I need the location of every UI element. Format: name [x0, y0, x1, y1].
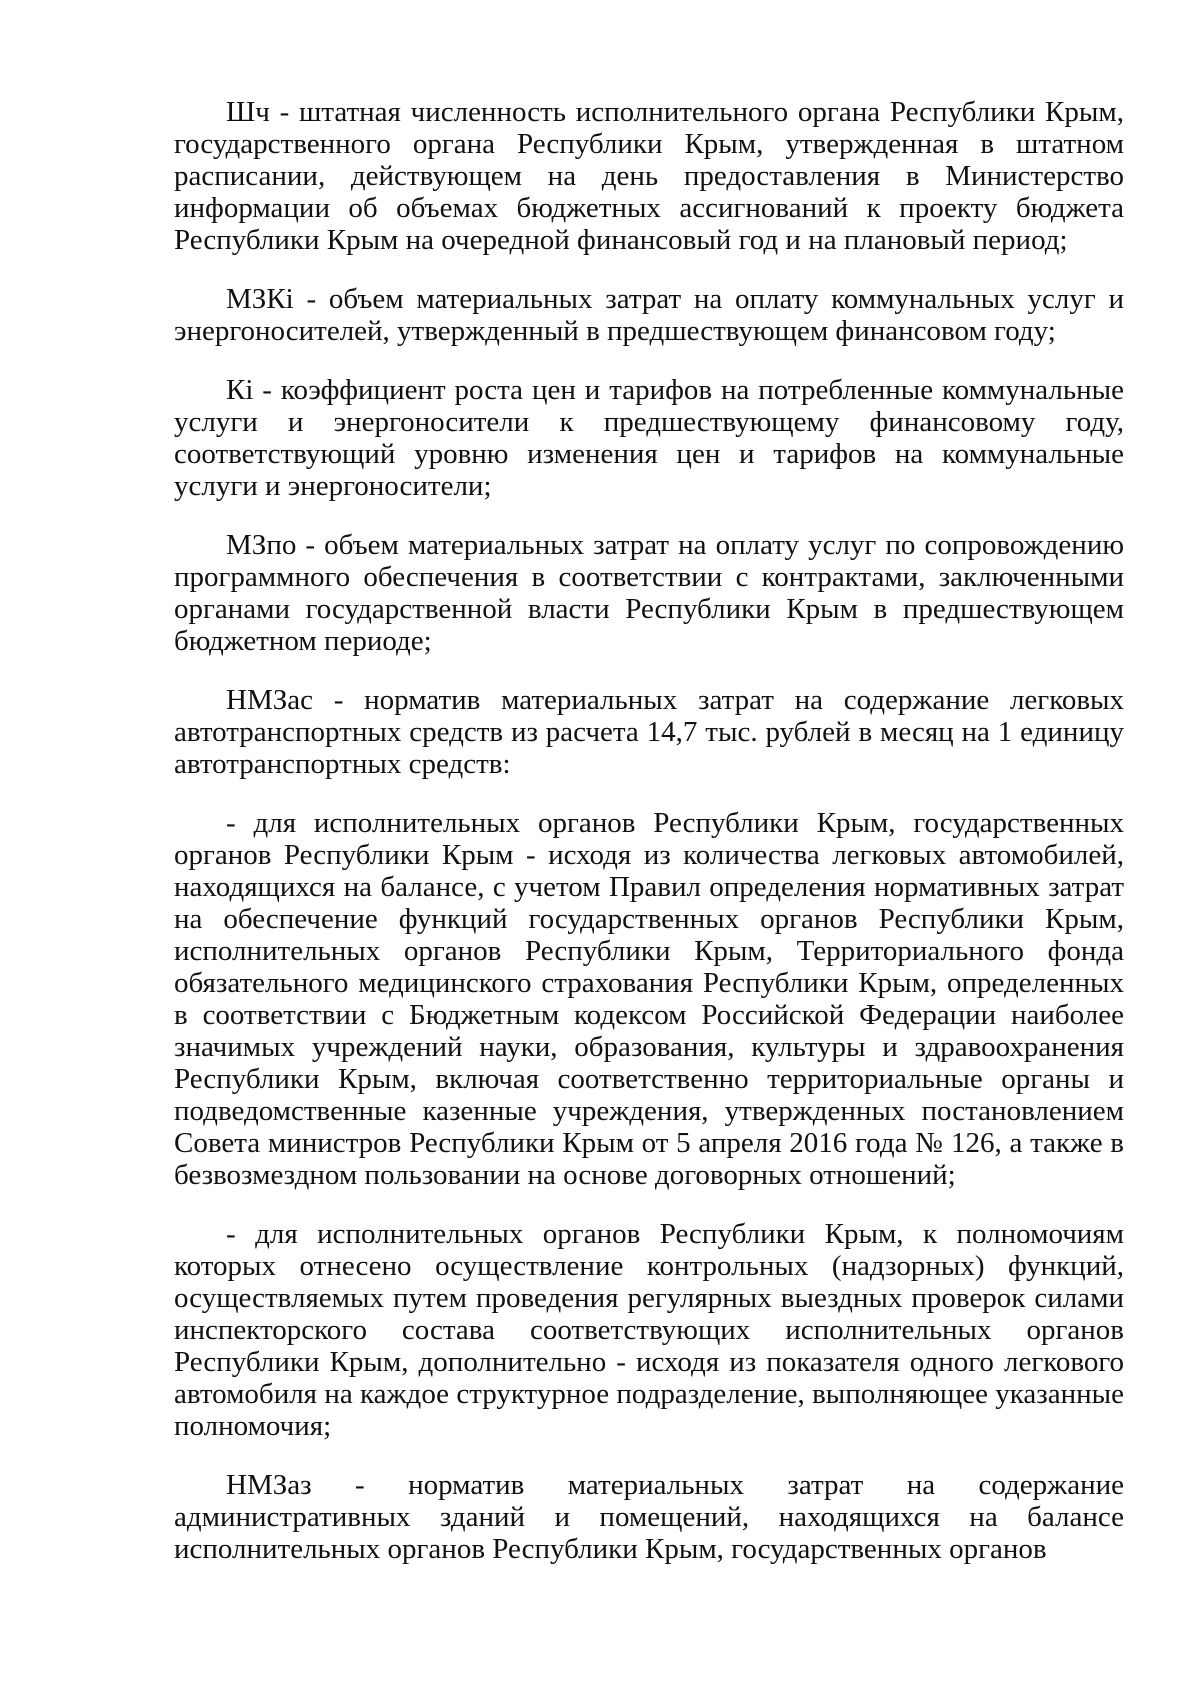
document-body: [174, 96, 1124, 1592]
paragraph-nmzaz-definition: НМЗаз - норматив материальных затрат на содержание административных зданий и помещений, находящихся на балансе исполнительных органов Республики Крым, государственных органов: [174, 1469, 1124, 1565]
paragraph-shch-definition: Шч - штатная численность исполнительного органа Республики Крым, государственного органа Республики Крым, утвержденная в штатном расписании, действующем на день предоставления в Министерство информации об объемах бюджетных ассигнований к проекту бюджета Республики Крым на очередной финансовый год и на плановый период;: [174, 96, 1124, 256]
paragraph-ki-definition: Кi - коэффициент роста цен и тарифов на потребленные коммунальные услуги и энергоносители к предшествующему финансовому году, соответствующий уровню изменения цен и тарифов на коммунальные услуги и энергоносители;: [174, 374, 1124, 502]
paragraph-nmzas-item-2: - для исполнительных органов Республики Крым, к полномочиям которых отнесено осуществление контрольных (надзорных) функций, осуществляемых путем проведения регулярных выездных проверок силами инспекторского состава соответствующих исполнительных органов Республики Крым, дополнительно - исходя из показателя одного легкового автомобиля на каждое структурное подразделение, выполняющее указанные полномочия;: [174, 1218, 1124, 1442]
paragraph-mzpo-definition: МЗпо - объем материальных затрат на оплату услуг по сопровождению программного обеспечения в соответствии с контрактами, заключенными органами государственной власти Республики Крым в предшествующем бюджетном периоде;: [174, 529, 1124, 657]
paragraph-mzki-definition: МЗКi - объем материальных затрат на оплату коммунальных услуг и энергоносителей, утвержденный в предшествующем финансовом году;: [174, 283, 1124, 347]
paragraph-nmzas-item-1: - для исполнительных органов Республики Крым, государственных органов Республики Крым - исходя из количества легковых автомобилей, находящихся на балансе, с учетом Правил определения нормативных затрат на обеспечение функций государственных органов Республики Крым, исполнительных органов Республики Крым, Территориального фонда обязательного медицинского страхования Республики Крым, определенных в соответствии с Бюджетным кодексом Российской Федерации наиболее значимых учреждений науки, образования, культуры и здравоохранения Республики Крым, включая соответственно территориальные органы и подведомственные казенные учреждения, утвержденных постановлением Совета министров Республики Крым от 5 апреля 2016 года № 126, а также в безвозмездном пользовании на основе договорных отношений;: [174, 807, 1124, 1191]
paragraph-nmzas-definition: НМЗас - норматив материальных затрат на содержание легковых автотранспортных средств из расчета 14,7 тыс. рублей в месяц на 1 единицу автотранспортных средств:: [174, 684, 1124, 780]
